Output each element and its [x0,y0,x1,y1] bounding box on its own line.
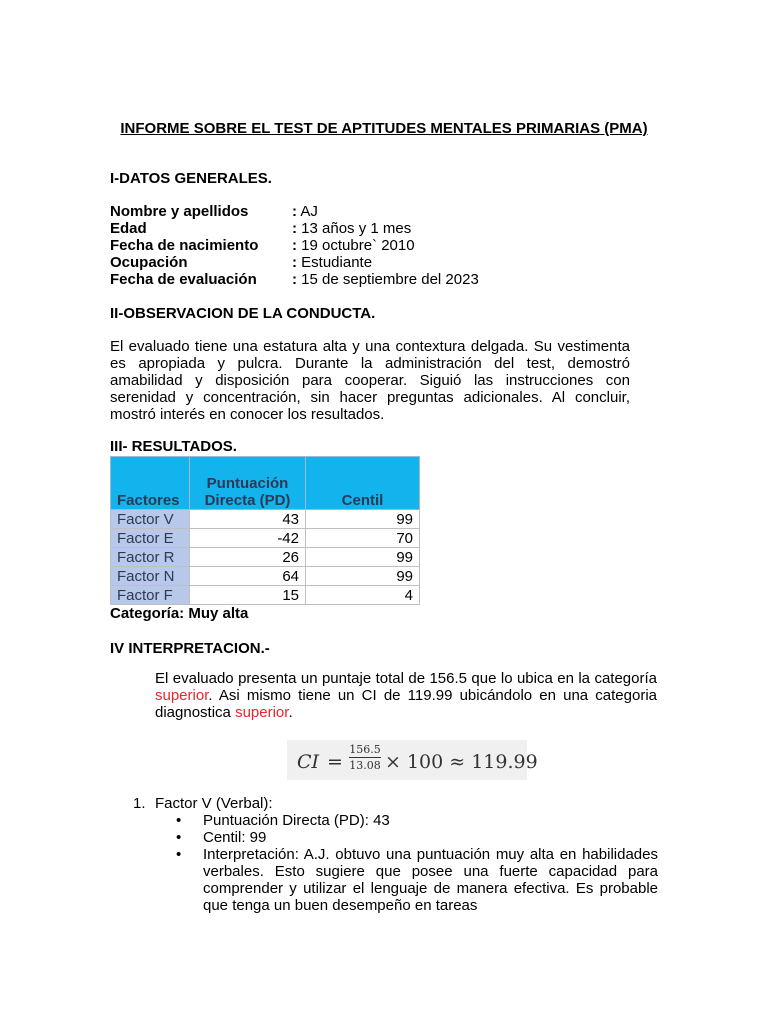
interp-text: El evaluado presenta un puntaje total de 156.5 que lo ubica en la categoría [155,670,657,687]
centil-cell: 99 [306,548,420,567]
categoria-label: Categoría: Muy alta [110,605,249,622]
formula-ci: CI [297,751,320,773]
ci-formula [287,740,538,780]
datos-colon: : [292,237,297,254]
factor-cell: Factor V [111,510,190,529]
factor-cell: Factor N [111,567,190,586]
datos-row-nombre [110,203,650,220]
bullet-icon: • [176,829,182,846]
datos-label: Nombre y apellidos [110,203,249,220]
datos-label: Ocupación [110,254,188,271]
factor-cell: Factor E [111,529,190,548]
table-row [111,548,420,567]
section-resultados-heading: III- RESULTADOS. [110,438,237,455]
results-table [110,456,420,605]
header-factores: Factores [111,457,190,510]
datos-row-edad [110,220,650,237]
datos-value: AJ [297,203,318,220]
bullet-text: Interpretación: A.J. obtuvo una puntuación muy alta en habilidades verbales. Esto sugiere que posee una fuerte capacidad para comprender y utilizar el lenguaje de manera efectiva. Es probable que tenga un buen desempeño en tareas [203,846,658,914]
observacion-paragraph: El evaluado tiene una estatura alta y una contextura delgada. Su vestimenta es apropiada y pulcra. Durante la administración del test, demostró amabilidad y disposición para cooperar. Siguió las instrucciones con serenidad y concentración, sin hacer preguntas adicionales. Al concluir, mostró interés en conocer los resultados. [110,338,630,423]
interp-text: . [288,704,293,721]
datos-colon: : [292,220,297,237]
header-centil: Centil [306,457,420,510]
interp-highlight: superior [235,704,289,721]
table-row [111,510,420,529]
list-item-factor-v [133,795,273,812]
bullet-icon: • [176,812,182,829]
datos-colon: : [292,203,297,220]
interpretacion-paragraph [155,670,657,721]
interp-text: . Asi mismo tiene un CI de 119.99 ubicándolo en una categoria diagnostica [155,687,657,721]
pd-cell: 64 [190,567,306,586]
pd-cell: 15 [190,586,306,605]
bullet-text: Centil: 99 [203,829,267,846]
section-observacion-heading: II-OBSERVACION DE LA CONDUCTA. [110,305,376,322]
table-row [111,586,420,605]
datos-label: Fecha de evaluación [110,271,257,288]
section-interpretacion-heading: IV INTERPRETACION.- [110,640,270,657]
factor-cell: Factor F [111,586,190,605]
datos-value: Estudiante [297,254,373,271]
report-title: INFORME SOBRE EL TEST DE APTITUDES MENTALES PRIMARIAS (PMA) [120,120,648,137]
fraction-bar [349,757,381,758]
datos-value: 15 de septiembre del 2023 [297,271,479,288]
datos-label: Edad [110,220,147,237]
datos-row-fecha-nacimiento [110,237,650,254]
datos-value: 19 octubre` 2010 [297,237,415,254]
factor-cell: Factor R [111,548,190,567]
table-row [111,529,420,548]
results-table-header-row [111,457,420,510]
centil-cell: 99 [306,510,420,529]
datos-row-ocupacion [110,254,650,271]
pd-cell: 43 [190,510,306,529]
datos-label: Fecha de nacimiento [110,237,259,254]
formula-denominator: 13.08 [349,759,381,772]
list-number: 1. [133,795,146,812]
bullet-icon: • [176,846,182,863]
centil-cell: 4 [306,586,420,605]
formula-rest: × 100 ≈ 119.99 [385,751,538,773]
centil-cell: 99 [306,567,420,586]
centil-cell: 70 [306,529,420,548]
datos-colon: : [292,254,297,271]
datos-value: 13 años y 1 mes [297,220,412,237]
interp-highlight: superior [155,687,209,704]
pd-cell: -42 [190,529,306,548]
datos-row-fecha-evaluacion [110,271,650,288]
formula-equals: = [327,751,343,773]
table-row [111,567,420,586]
section-datos-generales-heading: I-DATOS GENERALES. [110,170,272,187]
header-puntuacion-directa: Puntuación Directa (PD) [190,457,306,510]
pd-cell: 26 [190,548,306,567]
list-item-title: Factor V (Verbal): [155,795,273,812]
datos-colon: : [292,271,297,288]
bullet-text: Puntuación Directa (PD): 43 [203,812,390,829]
formula-numerator: 156.5 [349,743,381,756]
formula-fraction [349,743,381,772]
